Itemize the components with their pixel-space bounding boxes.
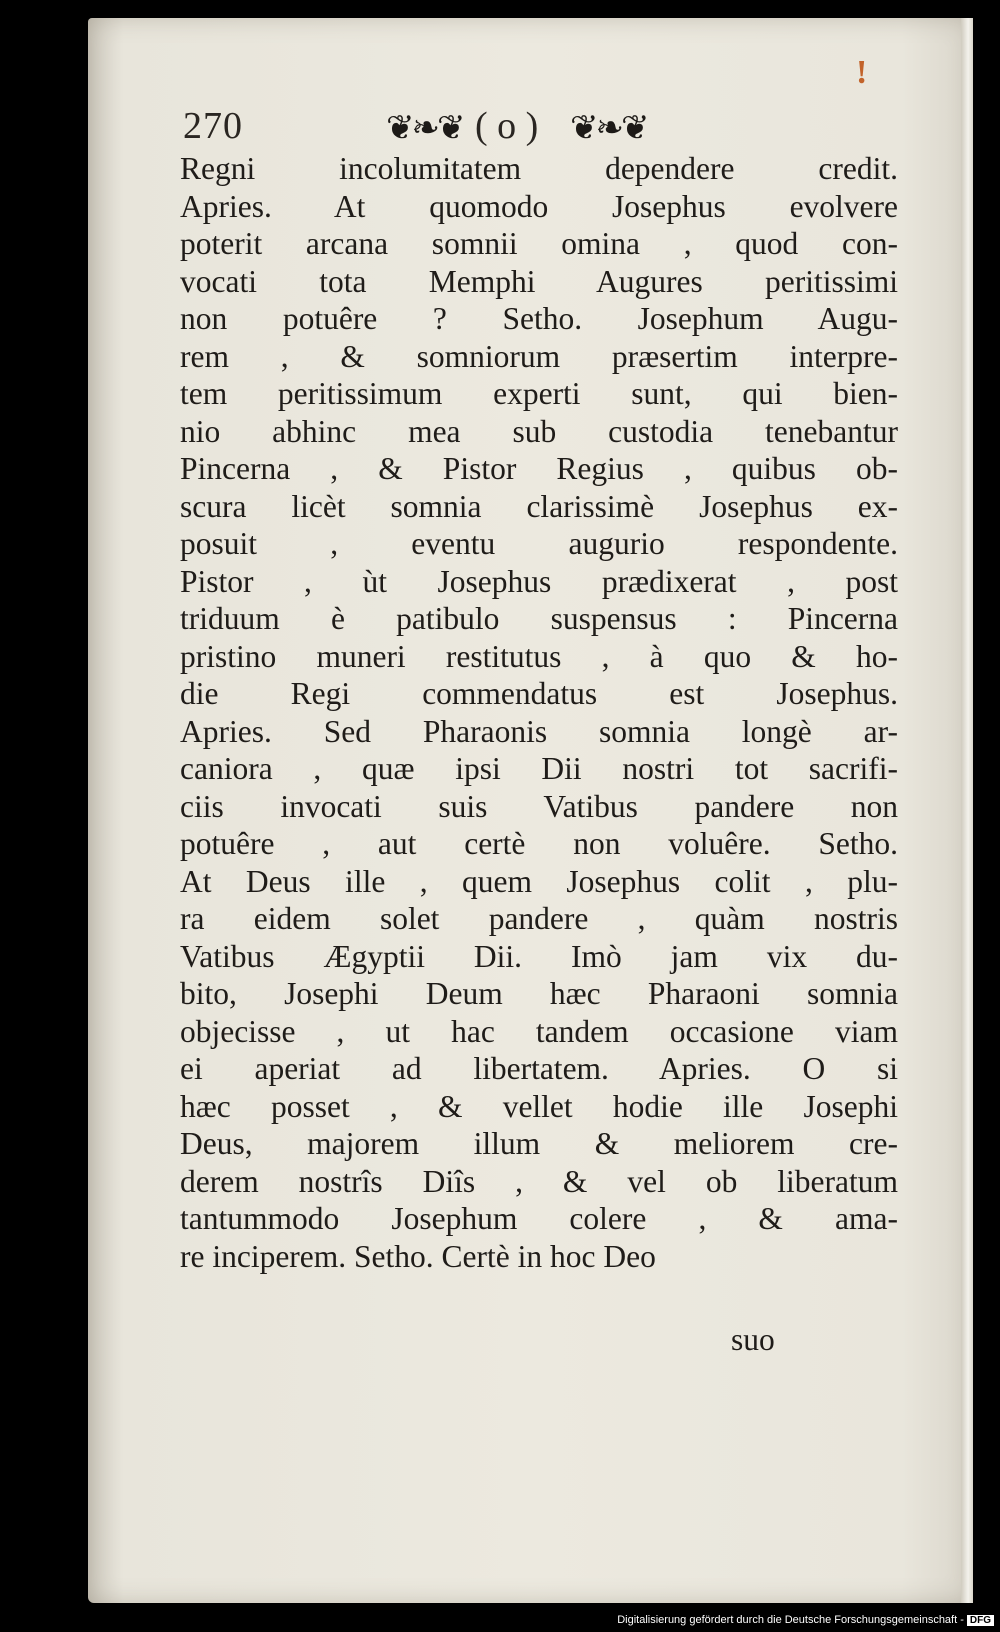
dfg-logo: DFG <box>967 1615 994 1626</box>
ornament-left-icon: ❦❧❦ <box>386 110 463 147</box>
text-line: re inciperem. Setho. Certè in hoc Deo <box>180 1238 656 1274</box>
text-line: triduum è patibulo suspensus : Pincerna <box>180 601 898 636</box>
credit-text: Digitalisierung gefördert durch die Deutsche Forschungsgemeinschaft - <box>617 1614 964 1626</box>
text-line: vocati tota Memphi Augures peritissimi <box>180 263 898 299</box>
text-line: scura licèt somnia clarissimè Josephus ex- <box>180 488 898 524</box>
page-number: 270 <box>183 105 243 147</box>
text-line: bito, Josephi Deum hæc Pharaoni somnia <box>180 976 898 1011</box>
text-line: ciis invocati suis Vatibus pandere non <box>180 788 898 824</box>
text-line: nio abhinc mea sub custodia tenebantur <box>180 413 898 449</box>
header-mark: ( o ) <box>475 105 539 147</box>
text-line: rem , & somniorum præsertim interpre- <box>180 338 898 374</box>
text-line: tantummodo Josephum colere , & ama- <box>180 1201 898 1236</box>
text-line: non potuêre ? Setho. Josephum Augu- <box>180 301 898 336</box>
margin-mark: ! <box>856 54 868 91</box>
text-line: pristino muneri restitutus , à quo & ho- <box>180 638 898 674</box>
ornament-right-icon: ❦❧❦ <box>570 110 647 147</box>
digitization-credit <box>617 1614 994 1626</box>
text-line: objecisse , ut hac tandem occasione viam <box>180 1013 898 1049</box>
text-line: caniora , quæ ipsi Dii nostri tot sacrifi- <box>180 751 898 786</box>
text-line: Deus, majorem illum & meliorem cre- <box>180 1126 898 1161</box>
text-line: posuit , eventu augurio respondente. <box>180 526 898 561</box>
running-header <box>183 104 743 152</box>
text-line: ei aperiat ad libertatem. Apries. O si <box>180 1051 898 1086</box>
body-text <box>180 150 898 1275</box>
text-line: hæc posset , & vellet hodie ille Josephi <box>180 1088 898 1124</box>
text-line: Regni incolumitatem dependere credit. <box>180 151 898 186</box>
text-line: At Deus ille , quem Josephus colit , plu- <box>180 863 898 899</box>
text-line: tem peritissimum experti sunt, qui bien- <box>180 376 898 411</box>
text-line: Apries. Sed Pharaonis somnia longè ar- <box>180 713 898 749</box>
text-line: potuêre , aut certè non voluêre. Setho. <box>180 826 898 861</box>
text-line: Pincerna , & Pistor Regius , quibus ob- <box>180 451 898 486</box>
text-line: derem nostrîs Diîs , & vel ob liberatum <box>180 1163 898 1199</box>
text-line: die Regi commendatus est Josephus. <box>180 676 898 711</box>
text-line: Pistor , ùt Josephus prædixerat , post <box>180 563 898 599</box>
catchword: suo <box>731 1322 775 1357</box>
text-line: Vatibus Ægyptii Dii. Imò jam vix du- <box>180 938 898 974</box>
text-line: Apries. At quomodo Josephus evolvere <box>180 188 898 224</box>
text-line: ra eidem solet pandere , quàm nostris <box>180 901 898 936</box>
page-edge <box>961 18 973 1603</box>
text-line: poterit arcana somnii omina , quod con- <box>180 226 898 261</box>
